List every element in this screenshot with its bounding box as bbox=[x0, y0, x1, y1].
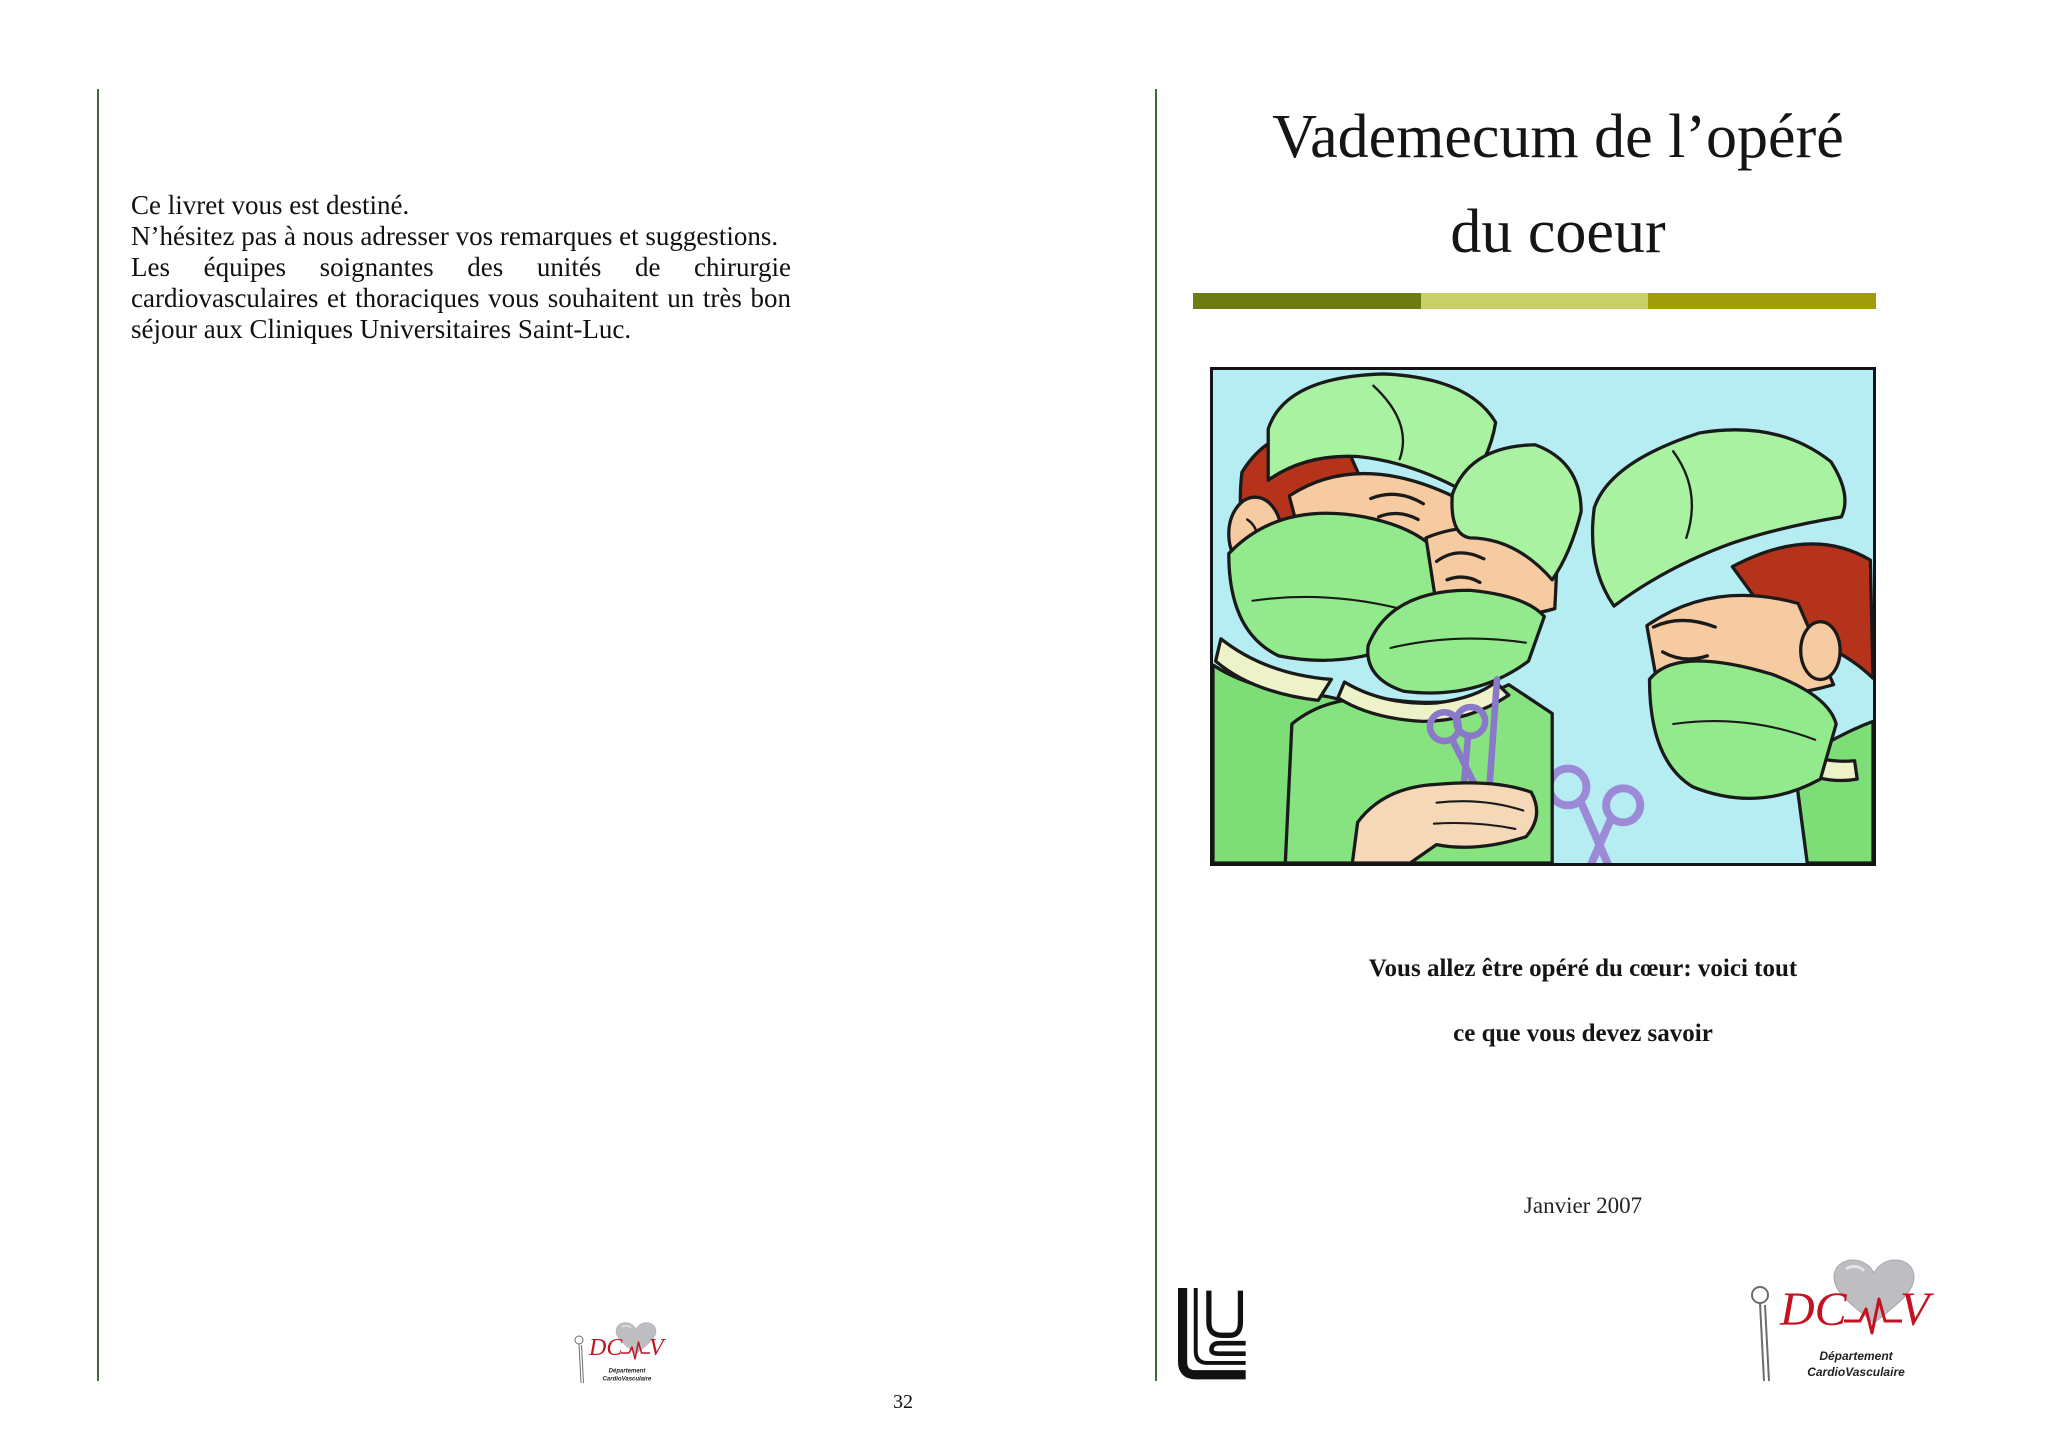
page-number: 32 bbox=[893, 1391, 913, 1413]
right-surgeon-ear bbox=[1801, 622, 1840, 680]
luc-logo-u bbox=[1209, 1291, 1241, 1336]
cover-title-line: Vademecum de l’opéré bbox=[1272, 103, 1844, 171]
dcv-caption-line1: Département bbox=[1819, 1349, 1893, 1363]
cover-title bbox=[1200, 90, 1916, 280]
intro-text bbox=[131, 190, 791, 345]
left-page-margin-rule bbox=[97, 89, 99, 1381]
ecg-line bbox=[621, 1342, 650, 1359]
cover-subtitle bbox=[1283, 936, 1883, 1066]
intro-line: N’hésitez pas à nous adresser vos remarques et suggestions. bbox=[131, 221, 779, 251]
cover-title-line: du coeur bbox=[1450, 198, 1666, 266]
paragraph-line: cardiovasculaires et thoraciques vous souhaitent un très bon bbox=[131, 283, 791, 313]
surgeons-illustration bbox=[1210, 367, 1876, 866]
dcv-caption-line1: Département bbox=[608, 1367, 646, 1374]
forceps-arm bbox=[1765, 1305, 1769, 1381]
forceps-loop bbox=[575, 1336, 583, 1344]
color-bar-segment bbox=[1648, 293, 1876, 309]
dcv-logo-small bbox=[574, 1322, 672, 1383]
forceps-arm bbox=[579, 1344, 581, 1383]
paragraph-line: Les équipes soignantes des unités de chirurgie bbox=[131, 252, 791, 282]
intro-line: Ce livret vous est destiné. bbox=[131, 190, 410, 220]
ecg-line bbox=[1844, 1299, 1902, 1333]
forceps-loop bbox=[1752, 1287, 1768, 1303]
dcv-mark-right: V bbox=[649, 1334, 664, 1361]
color-bar-segment bbox=[1421, 293, 1649, 309]
decorative-color-bar bbox=[1193, 293, 1876, 309]
paragraph-line: séjour aux Cliniques Universitaires Saint-Luc. bbox=[131, 314, 632, 344]
cover-subtitle-line: Vous allez être opéré du cœur: voici tout bbox=[1368, 955, 1798, 982]
center-fold-rule bbox=[1155, 89, 1157, 1381]
color-bar-segment bbox=[1193, 293, 1421, 309]
publication-date: Janvier 2007 bbox=[1523, 1193, 1643, 1218]
dcv-mark-left: DC bbox=[1780, 1283, 1847, 1336]
dcv-mark-right: V bbox=[1900, 1283, 1930, 1336]
surgeons-icon bbox=[1213, 370, 1873, 863]
cover-subtitle-line: ce que vous devez savoir bbox=[1453, 1020, 1713, 1047]
dcv-logo-large bbox=[1750, 1259, 1946, 1381]
forceps-arm bbox=[1760, 1303, 1764, 1381]
dcv-mark-left: DC bbox=[589, 1334, 623, 1361]
dcv-caption-line2: CardioVasculaire bbox=[602, 1375, 652, 1382]
luc-logo-c bbox=[1212, 1343, 1246, 1354]
dcv-caption-line2: CardioVasculaire bbox=[1807, 1365, 1905, 1379]
forceps-arm bbox=[582, 1345, 584, 1383]
luc-logo-icon bbox=[1177, 1288, 1246, 1380]
